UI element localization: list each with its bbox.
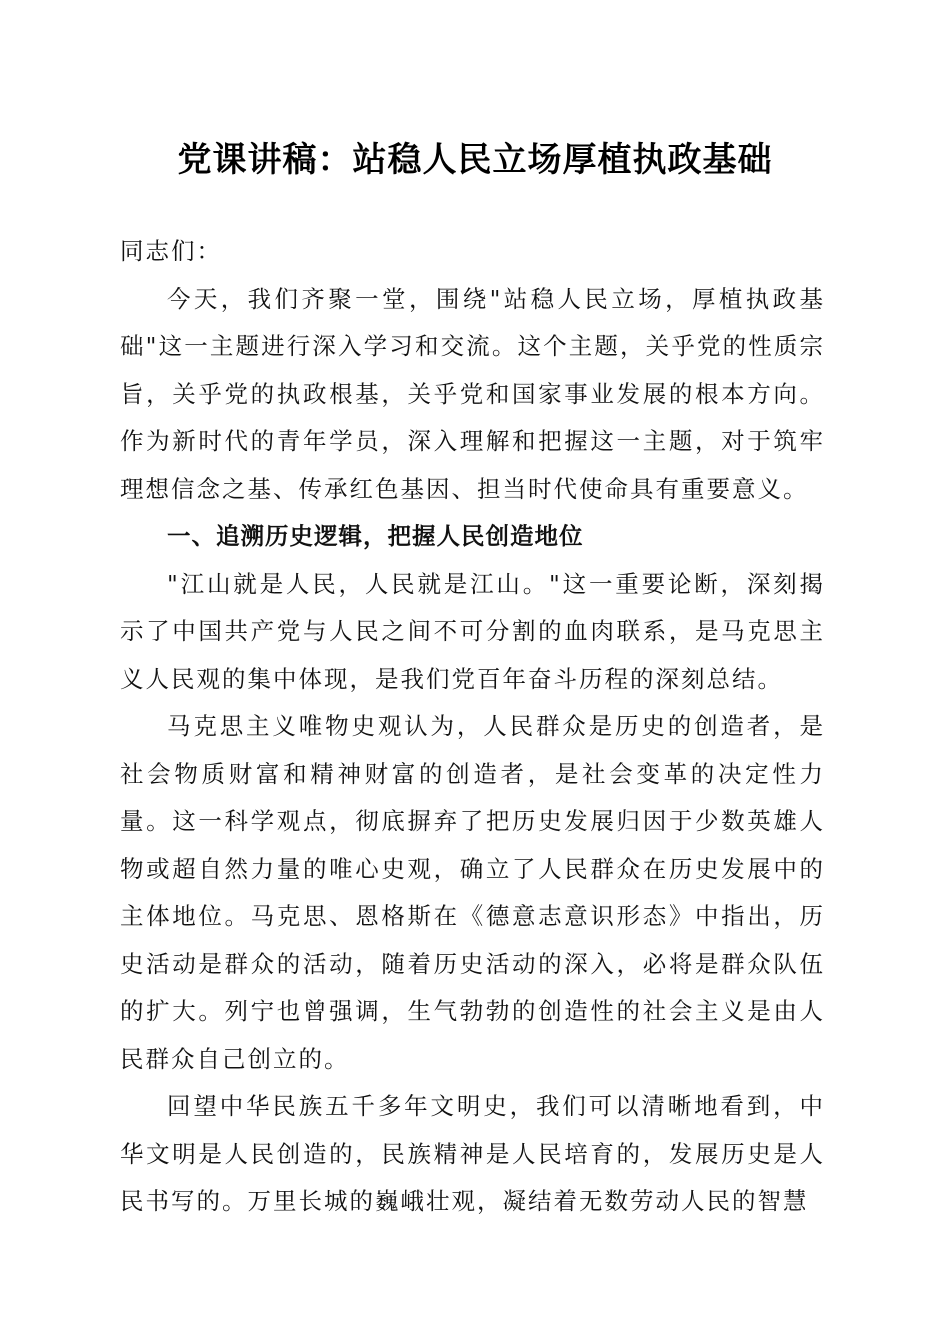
document-title: 党课讲稿：站稳人民立场厚植执政基础 bbox=[177, 140, 773, 180]
document-body bbox=[120, 228, 825, 1226]
body-paragraph: 回望中华民族五千多年文明史，我们可以清晰地看到，中华文明是人民创造的，民族精神是人民培育的，发展历史是人民书写的。万里长城的巍峨壮观，凝结着无数劳动人民的智慧 bbox=[120, 1092, 825, 1215]
section-heading: 一、追溯历史逻辑，把握人民创造地位 bbox=[167, 522, 584, 550]
intro-paragraph: 今天，我们齐聚一堂，围绕"站稳人民立场，厚植执政基础"这一主题进行深入学习和交流。这个主题，关乎党的性质宗旨，关乎党的执政根基，关乎党和国家事业发展的根本方向。作为新时代的青年学员，深入理解和把握这一主题，对于筑牢理想信念之基、传承红色基因、担当时代使命具有重要意义。 bbox=[120, 284, 825, 503]
body-paragraph: "江山就是人民，人民就是江山。"这一重要论断，深刻揭示了中国共产党与人民之间不可分割的血肉联系，是马克思主义人民观的集中体现，是我们党百年奋斗历程的深刻总结。 bbox=[120, 569, 825, 693]
salutation: 同志们： bbox=[120, 237, 222, 265]
body-paragraph: 马克思主义唯物史观认为，人民群众是历史的创造者，是社会物质财富和精神财富的创造者，是社会变革的决定性力量。这一科学观点，彻底摒弃了把历史发展归因于少数英雄人物或超自然力量的唯心史观，确立了人民群众在历史发展中的主体地位。马克思、恩格斯在《德意志意识形态》中指出，历史活动是群众的活动，随着历史活动的深入，必将是群众队伍的扩大。列宁也曾强调，生气勃勃的创造性的社会主义是由人民群众自己创立的。 bbox=[120, 712, 825, 1073]
